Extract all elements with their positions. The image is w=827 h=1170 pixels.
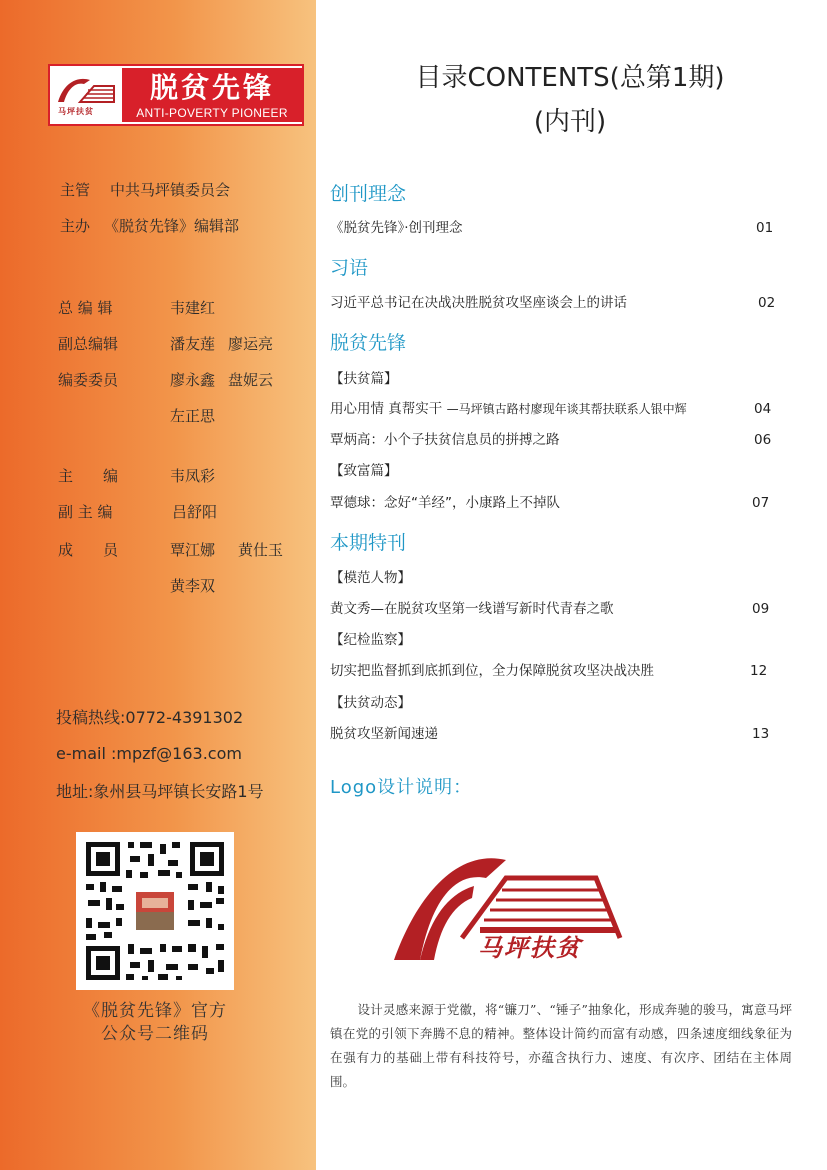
qr-caption-line-1: 《脱贫先锋》官方 (83, 1001, 227, 1021)
toc-entry-title[interactable]: 脱贫攻坚新闻速递 (330, 726, 438, 742)
horse-logo-icon (54, 72, 118, 106)
editor-name: 盘妮云 (228, 371, 274, 389)
toc-category: 【扶贫动态】 (330, 695, 411, 711)
submission-hotline: 投稿热线:0772-4391302 (56, 708, 244, 727)
toc-entry-title[interactable]: 《脱贫先锋》·创刊理念 (330, 220, 463, 236)
wechat-qr-code (76, 832, 234, 990)
qr-code-icon (76, 832, 234, 990)
contents-title: 目录CONTENTS(总第1期) (415, 63, 725, 93)
masthead-logo (48, 64, 304, 126)
organizer-role-1: 主管 (60, 181, 91, 199)
staff-role-3: 成 员 (58, 541, 119, 559)
toc-entry-page: 09 (752, 601, 770, 617)
organizer-value-2: 《脱贫先锋》编辑部 (104, 217, 240, 235)
editor-name: 廖运亮 (228, 335, 274, 353)
toc-entry-subtitle: —马坪镇古路村廖现年谈其帮扶联系人银中辉 (446, 402, 687, 416)
staff-role-2: 副 主 编 (58, 503, 113, 521)
toc-entry-title[interactable]: 切实把监督抓到底抓到位，全力保障脱贫攻坚决战决胜 (330, 663, 654, 679)
toc-entry-main: 用心用情 真帮实干 (330, 401, 443, 417)
toc-entry-page: 07 (752, 495, 770, 511)
staff-name: 黄仕玉 (238, 541, 284, 559)
postal-address: 地址:象州县马坪镇长安路1号 (56, 782, 264, 801)
toc-entry-title[interactable]: 覃炳高：小个子扶贫信息员的拼搏之路 (330, 432, 560, 448)
toc-entry-title[interactable] (330, 400, 687, 418)
editor-name: 潘友莲 (170, 335, 216, 353)
staff-name: 黄李双 (170, 577, 216, 595)
logo-subtitle: ANTI-POVERTY PIONEER (136, 106, 288, 120)
staff-name: 覃江娜 (170, 541, 216, 559)
editor-role-1: 总 编 辑 (58, 299, 113, 317)
toc-entry-title[interactable]: 黄文秀—在脱贫攻坚第一线谱写新时代青春之歌 (330, 601, 614, 617)
editor-name: 韦建红 (170, 299, 216, 317)
email-address: e-mail :mpzf@163.com (56, 744, 242, 763)
section-heading: 习语 (330, 257, 369, 279)
organizer-role-2: 主办 (60, 217, 91, 235)
toc-entry-page: 13 (752, 726, 770, 742)
editor-name: 廖永鑫 (170, 371, 216, 389)
toc-entry-title[interactable]: 覃德球：念好“羊经”，小康路上不掉队 (330, 495, 560, 511)
section-heading: 创刊理念 (330, 183, 407, 205)
logo-banner (122, 68, 302, 122)
toc-entry-page: 04 (754, 401, 772, 417)
logo-description: 设计灵感来源于党徽，将“镰刀”、“锤子”抽象化，形成奔驰的骏马，寓意马坪镇在党的引领下奔腾不息的精神。整体设计简约而富有动感，四条速度细线象征为在强有力的基础上带有科技符号，亦蕴含执行力、速度、有次序、团结在主体周围。 (330, 1002, 792, 1089)
logo-mark-text: 马坪扶贫 (478, 934, 582, 962)
contents-subtitle: (内刊) (533, 107, 607, 137)
mapping-poverty-logo (386, 838, 626, 972)
staff-name: 吕舒阳 (172, 503, 218, 521)
organizer-value-1: 中共马坪镇委员会 (110, 181, 231, 199)
toc-entry-page: 02 (758, 295, 776, 311)
toc-category: 【致富篇】 (330, 463, 398, 479)
logo-mark-text: 马坪扶贫 (58, 107, 94, 116)
section-heading: 脱贫先锋 (330, 332, 407, 354)
staff-role-1: 主 编 (58, 467, 119, 485)
qr-caption-line-2: 公众号二维码 (101, 1024, 209, 1044)
staff-name: 韦凤彩 (170, 467, 216, 485)
toc-entry-page: 06 (754, 432, 772, 448)
logo-title: 脱贫先锋 (149, 71, 274, 104)
toc-category: 【模范人物】 (330, 570, 411, 586)
toc-entry-title[interactable]: 习近平总书记在决战决胜脱贫攻坚座谈会上的讲话 (330, 295, 627, 311)
section-heading: 本期特刊 (330, 532, 407, 554)
toc-entry-page: 01 (756, 220, 774, 236)
qr-caption (50, 1000, 260, 1046)
toc-category: 【纪检监察】 (330, 632, 411, 648)
logo-section-title: Logo设计说明： (330, 777, 473, 798)
masthead-sidebar (0, 0, 316, 1170)
toc-category: 【扶贫篇】 (330, 371, 398, 387)
editor-role-2: 副总编辑 (58, 335, 119, 353)
editor-name: 左正思 (170, 407, 216, 425)
toc-entry-page: 12 (750, 663, 768, 679)
editor-role-3: 编委委员 (58, 371, 119, 389)
